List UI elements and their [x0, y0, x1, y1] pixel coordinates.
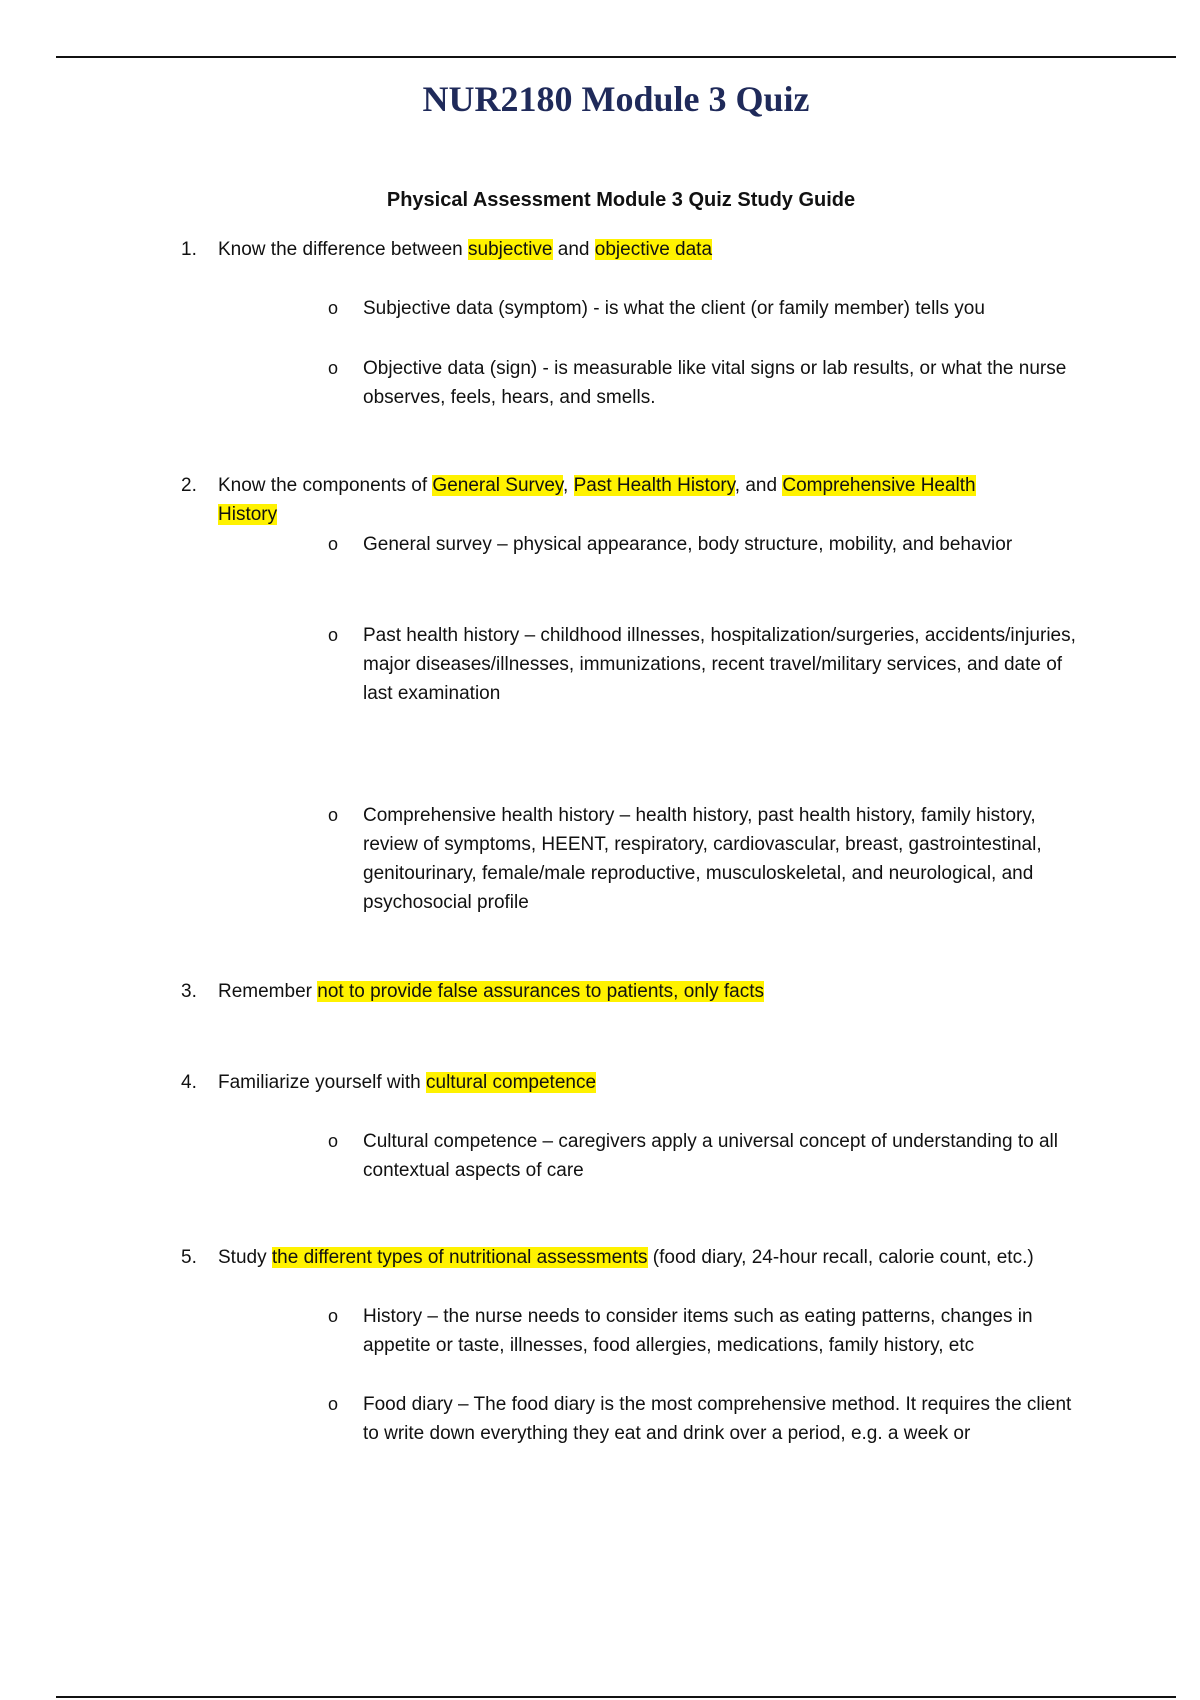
highlighted-term: Comprehensive Health History	[218, 475, 976, 525]
question-text: (food diary, 24-hour recall, calorie count, etc.)	[647, 1247, 1034, 1268]
document-subtitle: Physical Assessment Module 3 Quiz Study Guide	[386, 189, 856, 211]
item-number: 4.	[181, 1072, 197, 1093]
question-3	[218, 977, 1038, 1006]
bullet-marker: o	[328, 625, 339, 645]
item-number: 3.	[181, 981, 197, 1002]
bullet-marker: o	[328, 1394, 339, 1414]
question-text: Know the difference between	[218, 239, 468, 260]
question-text: Remember	[218, 981, 318, 1002]
bullet-text: Comprehensive health history – health history, past health history, family history, review of symptoms, HEENT, respiratory, cardiovascular, breast, gastrointestinal, genitourinary, female/male reproductive, musculoskeletal, and neurological, and psychosocial profile	[363, 805, 1042, 913]
highlighted-term: Past Health History	[573, 475, 735, 496]
bullet-text: Past health history – childhood illnesses, hospitalization/surgeries, accidents/injuries, major diseases/illnesses, immunizations, recent travel/military services, and date of last examination	[363, 625, 1076, 704]
item-number: 1.	[181, 239, 197, 260]
bullet-marker: o	[328, 1306, 339, 1326]
bullet-marker: o	[328, 1131, 339, 1151]
question-1	[218, 235, 1038, 264]
highlighted-term: cultural competence	[426, 1072, 597, 1093]
bullet-text: Objective data (sign) - is measurable like vital signs or lab results, or what the nurse observes, feels, hears, and smells.	[363, 358, 1067, 408]
bullet-marker: o	[328, 298, 339, 318]
question-4	[218, 1068, 1038, 1097]
question-text: Study	[218, 1247, 272, 1268]
document-title: NUR2180 Module 3 Quiz	[422, 79, 810, 119]
bullet-text: Food diary – The food diary is the most comprehensive method. It requires the client to write down everything they eat and drink over a period, e.g. a week or	[363, 1394, 1072, 1444]
bullet-marker: o	[328, 534, 339, 554]
highlighted-term: subjective	[468, 239, 553, 260]
item-number: 5.	[181, 1247, 197, 1268]
question-text: ,	[563, 475, 574, 496]
question-2	[218, 471, 1038, 529]
highlighted-term: the different types of nutritional assessments	[271, 1247, 648, 1268]
question-text: Know the components of	[218, 475, 433, 496]
question-text: and	[552, 239, 595, 260]
highlighted-term: not to provide false assurances to patients, only facts	[317, 981, 765, 1002]
question-text: , and	[734, 475, 783, 496]
bullet-text: Subjective data (symptom) - is what the client (or family member) tells you	[363, 298, 985, 319]
footer-rule	[56, 1696, 1176, 1698]
question-5	[218, 1243, 1038, 1272]
header-rule	[56, 56, 1176, 58]
question-text: Familiarize yourself with	[218, 1072, 426, 1093]
bullet-text: General survey – physical appearance, body structure, mobility, and behavior	[363, 534, 1013, 555]
bullet-text: History – the nurse needs to consider items such as eating patterns, changes in appetite or taste, illnesses, food allergies, medications, family history, etc	[363, 1306, 1033, 1356]
bullet-marker: o	[328, 805, 339, 825]
highlighted-term: General Survey	[432, 475, 564, 496]
highlighted-term: objective data	[594, 239, 713, 260]
bullet-text: Cultural competence – caregivers apply a universal concept of understanding to all contextual aspects of care	[363, 1131, 1058, 1181]
bullet-marker: o	[328, 358, 339, 378]
item-number: 2.	[181, 475, 197, 496]
